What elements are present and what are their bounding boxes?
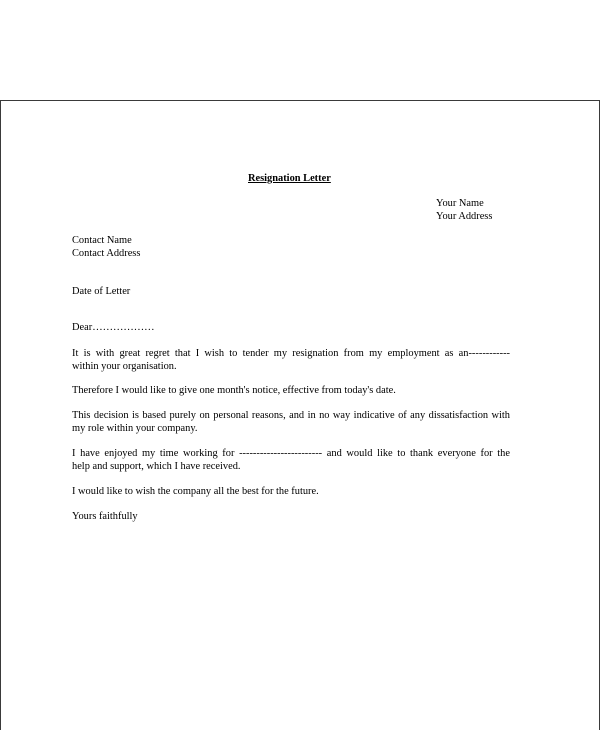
page-border-left [0,100,1,730]
sender-address: Your Address [436,210,493,222]
paragraph-line: This decision is based purely on personal reasons, and in no way indicative of any dissatisfaction with [72,410,510,421]
recipient-block [72,235,140,260]
paragraph-line: my role within your company. [72,422,198,434]
paragraph-line: I would like to wish the company all the best for the future. [72,486,319,497]
page-border-top [0,100,600,101]
sender-name: Your Name [436,198,484,209]
paragraph-thanks [72,448,510,473]
closing-line: Yours faithfully [72,511,138,522]
recipient-name: Contact Name [72,235,132,246]
recipient-address: Contact Address [72,247,141,259]
paragraph-notice [72,385,510,398]
paragraph-line: help and support, which I have received. [72,460,241,472]
viewer-top-area [0,0,600,100]
salutation: Dear……………… [72,322,155,333]
letter-title: Resignation Letter [248,173,331,184]
paragraph-reasons [72,410,510,435]
letter-date: Date of Letter [72,286,131,297]
paragraph-wishes [72,486,510,499]
paragraph-line: within your organisation. [72,360,177,372]
paragraph-resignation [72,348,510,373]
paragraph-line: Therefore I would like to give one month's notice, effective from today's date. [72,385,396,396]
paragraph-line: It is with great regret that I wish to tender my resignation from my employment as an------------ [72,348,510,359]
sender-block [436,198,492,223]
paragraph-line: I have enjoyed my time working for ------------------------ and would like to thank everyone for the [72,448,510,459]
